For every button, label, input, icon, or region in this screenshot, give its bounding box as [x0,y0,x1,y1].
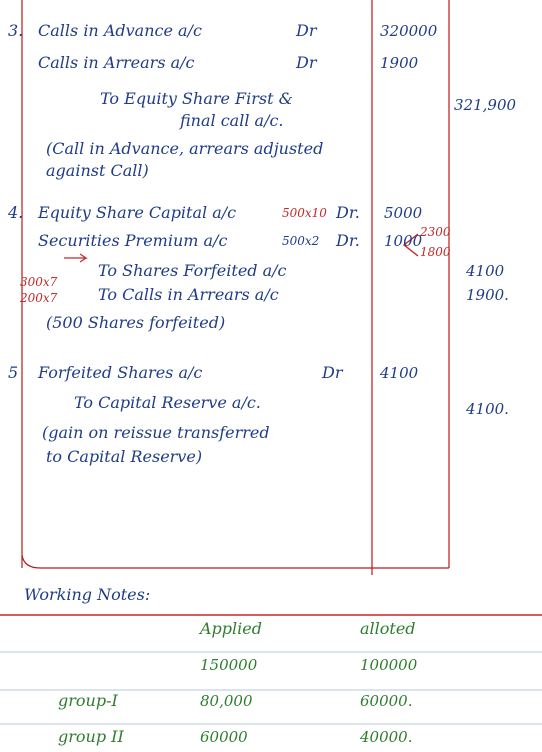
entry-4-dr-2: Dr. [336,231,360,250]
entry-4-calc-1: 500x10 [282,206,327,220]
entry-5-credit-line: To Capital Reserve a/c. [74,393,261,412]
entry-4-calc-2: 500x2 [282,234,320,248]
entry-5-number: 5 [8,363,19,382]
entry-4-debit-line-1: Equity Share Capital a/c [38,203,237,222]
entry-5-debit-amount: 4100 [380,364,419,382]
entry-3-dr-2: Dr [296,53,317,72]
entry-4-narration: (500 Shares forfeited) [46,313,226,332]
working-notes-header-alloted: alloted [360,619,416,638]
working-notes-row3-alloted: 40000. [360,728,413,746]
entry-4-debit-amount-2: 1000 [384,232,423,250]
entry-3-credit-line-2: final call a/c. [180,111,284,130]
entry-4-credit-amount-2: 1900. [466,286,509,304]
entry-4-debit-line-2: Securities Premium a/c [38,231,228,250]
working-notes-row2-alloted: 60000. [360,692,413,710]
working-notes-row1-alloted: 100000 [360,656,418,674]
entry-4-debit-amount-1: 5000 [384,204,423,222]
entry-4-number: 4. [8,203,24,222]
working-notes-row2-label: group-I [58,691,118,710]
entry-5-dr: Dr [322,363,343,382]
entry-3-number: 3. [8,21,24,40]
entry-3-dr-1: Dr [296,21,317,40]
entry-3-credit-amount: 321,900 [454,96,517,114]
entry-5-credit-amount: 4100. [466,400,509,418]
working-notes-header-applied: Applied [200,619,262,638]
working-notes-title: Working Notes: [24,585,151,604]
working-notes-row3-applied: 60000 [200,728,248,746]
entry-3-credit-line-1: To Equity Share First & [100,89,293,108]
entry-4-credit-line-2: To Calls in Arrears a/c [98,285,279,304]
entry-5-narration-2: to Capital Reserve) [46,447,203,466]
entry-5-narration-1: (gain on reissue transferred [42,423,270,442]
entry-3-debit-amount-2: 1900 [380,54,419,72]
entry-4-credit-line-1: To Shares Forfeited a/c [98,261,287,280]
entry-3-debit-amount-1: 320000 [380,22,438,40]
entry-3-debit-line-2: Calls in Arrears a/c [38,53,195,72]
entry-3-debit-line-1: Calls in Advance a/c [38,21,202,40]
entry-3-narration-1: (Call in Advance, arrears adjusted [46,139,324,158]
entry-5-debit-line: Forfeited Shares a/c [38,363,203,382]
entry-4-note-a: 300x7 [20,275,58,289]
working-notes-row2-applied: 80,000 [200,692,253,710]
entry-4-note-d: 1800 [420,245,451,259]
working-notes-row3-label: group II [58,727,124,746]
entry-4-credit-amount-1: 4100 [466,262,505,280]
entry-4-note-b: 200x7 [20,291,58,305]
entry-4-dr-1: Dr. [336,203,360,222]
entry-4-note-c: 2300 [420,225,451,239]
entry-3-narration-2: against Call) [46,161,149,180]
working-notes-row1-applied: 150000 [200,656,258,674]
